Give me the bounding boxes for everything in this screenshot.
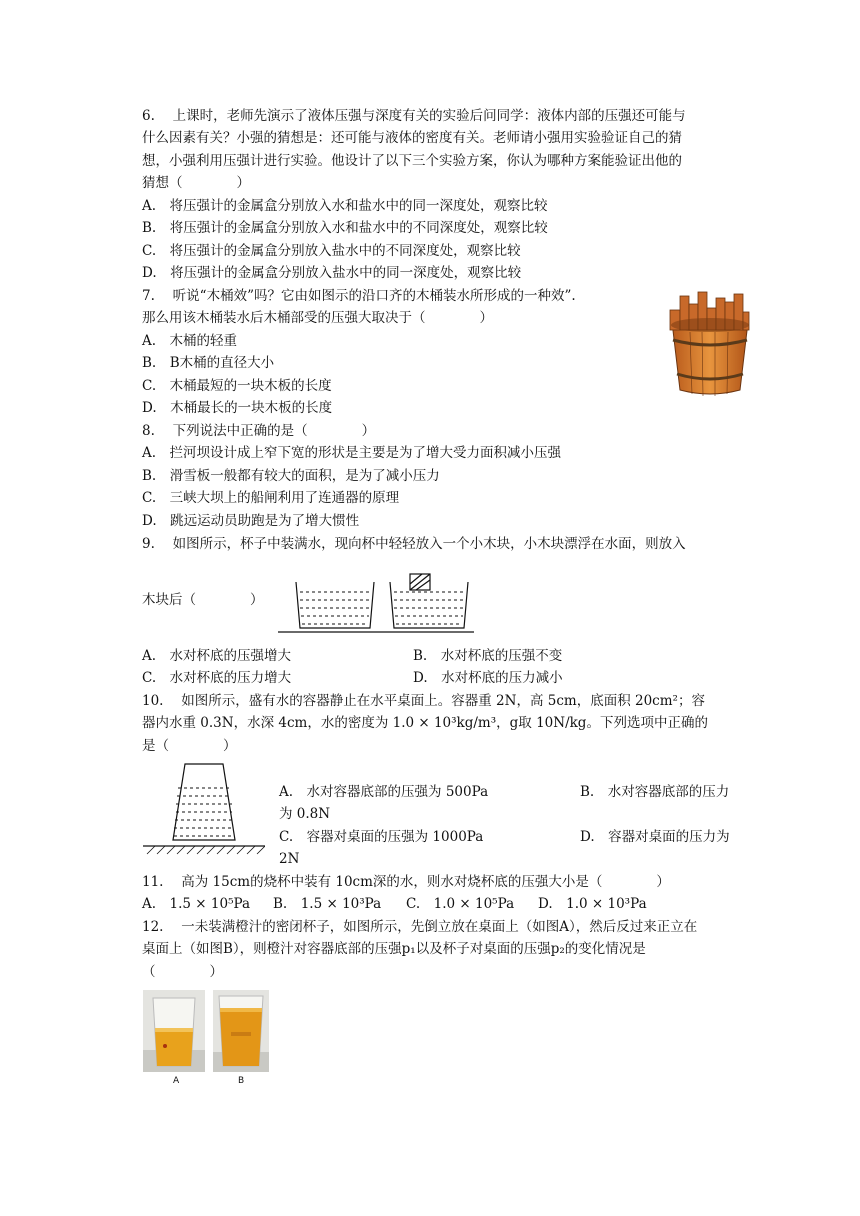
- q11-option-a: A. 1.5 × 10⁵Pa: [142, 896, 251, 912]
- photo-a-inverted-cup: [143, 990, 205, 1072]
- q6-option-d: D. 将压强计的金属盒分别放入盐水中的同一深度处，观察比较: [142, 265, 522, 281]
- q12-line-2: 桌面上（如图B），则橙汁对容器底部的压强p₁以及杯子对桌面的压强p₂的变化情况是: [142, 941, 646, 957]
- q10-line-3: 是（ ）: [142, 738, 237, 754]
- photo-label-b: B: [238, 1076, 245, 1086]
- q6-line-3: 想，小强利用压强计进行实验。他设计了以下三个实验方案，你认为哪种方案能验证出他的: [142, 153, 682, 169]
- q10-option-b-continued: 为 0.8N: [279, 806, 331, 822]
- q11-option-b: B. 1.5 × 10³Pa: [273, 896, 382, 912]
- q10-option-d: D. 容器对桌面的压力为: [580, 829, 730, 845]
- q7-line-2: 那么用该木桶装水后木桶部受的压强大取决于（ ）: [142, 310, 493, 326]
- q10-line-2: 器内水重 0.3N，水深 4cm，水的密度为 1.0 × 10³kg/m³，g取 10N/kg。下列选项中正确的: [142, 715, 708, 731]
- q6-line-4: 猜想（ ）: [142, 175, 250, 191]
- container-figure: [143, 758, 265, 858]
- q9-option-c: C. 水对杯底的压力增大: [142, 670, 292, 686]
- q12-line-1: 12. 一未装满橙汁的密闭杯子，如图所示，先倒立放在桌面上（如图A），然后反过来正立在: [142, 919, 698, 935]
- q10-option-a: A. 水对容器底部的压强为 500Pa: [279, 784, 489, 800]
- q10-option-b: B. 水对容器底部的压力: [580, 784, 730, 800]
- q7-option-d: D. 木桶最长的一块木板的长度: [142, 400, 333, 416]
- q10-option-c: C. 容器对桌面的压强为 1000Pa: [279, 829, 484, 845]
- q6-line-2: 什么因素有关？小强的猜想是：还可能与液体的密度有关。老师请小强用实验验证自己的猜: [142, 130, 682, 146]
- q9-line-1: 9. 如图所示，杯子中装满水，现向杯中轻轻放入一个小木块，小木块漂浮在水面，则放入: [142, 536, 686, 552]
- q9-option-b: B. 水对杯底的压强不变: [413, 648, 563, 664]
- q8-line-1: 8. 下列说法中正确的是（ ）: [142, 423, 376, 439]
- cups-figure: [278, 570, 474, 636]
- q7-line-1: 7. 听说“木桶效”吗？它由如图示的沿口齐的木桶装水所形成的一种效”.: [142, 288, 576, 304]
- q11-line-1: 11. 高为 15cm的烧杯中装有 10cm深的水，则水对烧杯底的压强大小是（ ）: [142, 874, 670, 890]
- photo-label-a: A: [173, 1076, 180, 1086]
- q10-option-d-continued: 2N: [279, 851, 300, 867]
- q8-option-c: C. 三峡大坝上的船闸利用了连通器的原理: [142, 490, 400, 506]
- q6-option-a: A. 将压强计的金属盒分别放入水和盐水中的同一深度处，观察比较: [142, 198, 548, 214]
- q7-option-b: B. B木桶的直径大小: [142, 355, 275, 371]
- q6-option-c: C. 将压强计的金属盒分别放入盐水中的不同深度处，观察比较: [142, 243, 521, 259]
- q11-option-c: C. 1.0 × 10⁵Pa: [406, 896, 515, 912]
- q12-line-3: （ ）: [142, 964, 223, 980]
- photo-b-upright-cup: [213, 990, 269, 1072]
- q8-option-d: D. 跳远运动员助跑是为了增大惯性: [142, 513, 360, 529]
- q10-line-1: 10. 如图所示，盛有水的容器静止在水平桌面上。容器重 2N，高 5cm，底面积 20cm²；容: [142, 693, 705, 709]
- q9-line-2: 木块后（ ）: [142, 592, 264, 608]
- q6-option-b: B. 将压强计的金属盒分别放入水和盐水中的不同深度处，观察比较: [142, 220, 548, 236]
- wooden-bucket-figure: [660, 290, 760, 400]
- q8-option-b: B. 滑雪板一般都有较大的面积，是为了减小压力: [142, 468, 440, 484]
- q11-option-d: D. 1.0 × 10³Pa: [538, 896, 647, 912]
- q7-option-c: C. 木桶最短的一块木板的长度: [142, 378, 332, 394]
- q7-option-a: A. 木桶的轻重: [142, 333, 238, 349]
- q9-option-a: A. 水对杯底的压强增大: [142, 648, 292, 664]
- q6-line-1: 6. 上课时，老师先演示了液体压强与深度有关的实验后问同学：液体内部的压强还可能与: [142, 108, 686, 124]
- q9-option-d: D. 水对杯底的压力减小: [413, 670, 563, 686]
- q8-option-a: A. 拦河坝设计成上窄下宽的形状是主要是为了增大受力面积减小压强: [142, 445, 562, 461]
